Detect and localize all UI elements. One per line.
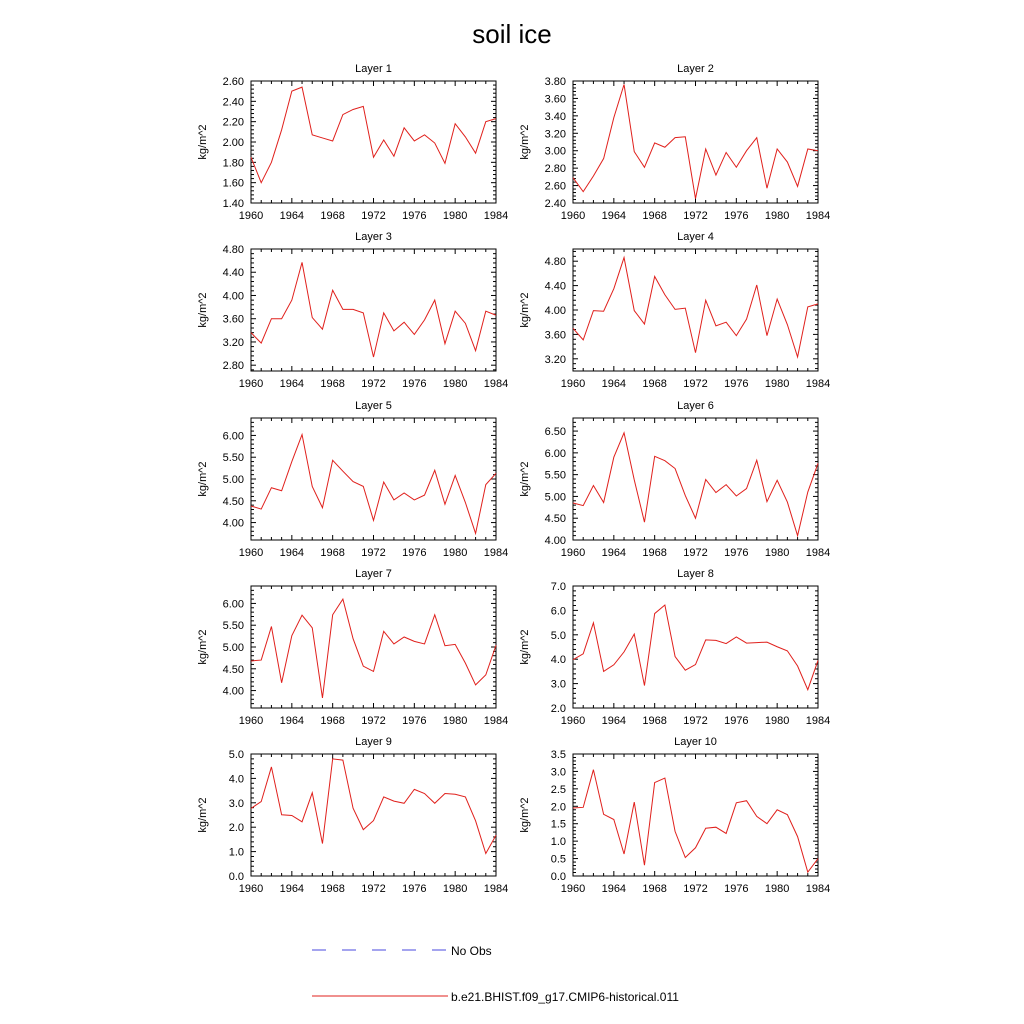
y-tick-label: 4.80	[222, 244, 244, 256]
chart-panel-3	[197, 231, 508, 390]
panel-title: Layer 7	[355, 568, 392, 580]
x-tick-label: 1964	[601, 883, 627, 895]
series-line	[573, 770, 818, 872]
y-tick-label: 3.20	[544, 353, 566, 366]
panel-title: Layer 9	[355, 736, 392, 748]
y-tick-label: 1.60	[222, 177, 244, 190]
y-tick-label: 4.00	[222, 517, 244, 530]
y-axis-label: kg/m^2	[519, 292, 531, 328]
x-tick-label: 1964	[279, 883, 305, 895]
y-tick-label: 3.0	[550, 678, 566, 691]
x-tick-label: 1984	[805, 378, 831, 390]
x-tick-label: 1980	[764, 883, 790, 895]
y-tick-label: 3.40	[544, 110, 566, 123]
chart-panel-4	[519, 231, 830, 390]
y-tick-label: 7.0	[550, 581, 566, 593]
y-tick-label: 4.40	[544, 280, 566, 293]
y-axis-label: kg/m^2	[197, 292, 209, 328]
panel-title: Layer 4	[677, 231, 714, 243]
y-tick-label: 3.60	[544, 329, 566, 342]
x-tick-label: 1960	[560, 715, 586, 727]
series-line	[573, 258, 818, 357]
x-tick-label: 1984	[483, 210, 509, 222]
x-tick-label: 1980	[764, 547, 790, 559]
y-axis-label: kg/m^2	[519, 797, 531, 833]
y-tick-label: 1.80	[222, 157, 244, 170]
x-tick-label: 1984	[483, 715, 509, 727]
x-tick-label: 1980	[442, 210, 468, 222]
plot-frame	[251, 249, 496, 371]
plot-frame	[573, 586, 818, 708]
series-line	[251, 435, 496, 534]
x-tick-label: 1960	[238, 715, 264, 727]
x-tick-label: 1960	[560, 547, 586, 559]
y-axis-label: kg/m^2	[519, 461, 531, 497]
x-tick-label: 1960	[238, 378, 264, 390]
panel-title: Layer 5	[355, 400, 392, 412]
y-tick-label: 4.00	[222, 685, 244, 698]
y-tick-label: 3.00	[544, 145, 566, 158]
y-axis-label: kg/m^2	[197, 461, 209, 497]
y-tick-label: 6.00	[222, 430, 244, 443]
y-tick-label: 5.0	[550, 629, 566, 642]
x-tick-label: 1976	[402, 210, 427, 222]
y-tick-label: 3.80	[544, 76, 566, 88]
x-tick-label: 1984	[805, 210, 831, 222]
series-line	[251, 262, 496, 357]
x-tick-label: 1960	[238, 547, 264, 559]
y-tick-label: 5.50	[544, 469, 566, 482]
x-tick-label: 1960	[560, 378, 586, 390]
y-axis-label: kg/m^2	[197, 797, 209, 833]
y-axis-label: kg/m^2	[197, 124, 209, 160]
chart-panel-7	[197, 568, 508, 727]
x-tick-label: 1976	[402, 378, 427, 390]
y-tick-label: 2.20	[222, 116, 244, 129]
y-tick-label: 2.80	[222, 360, 244, 373]
plot-frame	[251, 81, 496, 203]
series-line	[251, 599, 496, 698]
y-tick-label: 2.0	[550, 801, 566, 814]
legend-label-model: b.e21.BHIST.f09_g17.CMIP6-historical.011	[451, 990, 679, 1004]
y-tick-label: 4.00	[222, 290, 244, 303]
x-tick-label: 1972	[361, 715, 386, 727]
y-tick-label: 3.20	[544, 128, 566, 141]
x-tick-label: 1976	[724, 378, 749, 390]
y-tick-label: 4.50	[222, 495, 244, 508]
x-tick-label: 1980	[442, 715, 468, 727]
x-tick-label: 1972	[683, 378, 708, 390]
chart-panel-10	[519, 736, 830, 895]
y-tick-label: 3.60	[222, 313, 244, 326]
y-tick-label: 0.5	[550, 853, 566, 866]
x-tick-label: 1960	[560, 210, 586, 222]
series-line	[573, 433, 818, 536]
panel-title: Layer 1	[355, 63, 392, 75]
panel-title: Layer 8	[677, 568, 714, 580]
plot-frame	[573, 418, 818, 540]
series-line	[251, 759, 496, 854]
y-tick-label: 4.0	[550, 654, 566, 667]
y-tick-label: 0.0	[228, 871, 244, 883]
x-tick-label: 1960	[238, 883, 264, 895]
y-tick-label: 1.40	[222, 198, 244, 210]
y-tick-label: 2.60	[544, 180, 566, 193]
x-tick-label: 1964	[279, 378, 305, 390]
chart-panel-6	[519, 400, 830, 559]
y-tick-label: 4.50	[222, 663, 244, 676]
x-tick-label: 1980	[442, 883, 468, 895]
panels	[197, 63, 830, 895]
x-tick-label: 1968	[320, 547, 345, 559]
y-tick-label: 2.0	[550, 703, 566, 715]
y-tick-label: 4.00	[544, 535, 566, 547]
x-tick-label: 1976	[402, 715, 427, 727]
y-tick-label: 2.40	[544, 198, 566, 210]
y-tick-label: 5.00	[222, 474, 244, 486]
x-tick-label: 1984	[483, 378, 509, 390]
x-tick-label: 1976	[402, 547, 427, 559]
y-tick-label: 2.40	[222, 96, 244, 109]
y-tick-label: 2.00	[222, 137, 244, 149]
x-tick-label: 1972	[361, 378, 386, 390]
x-tick-label: 1960	[560, 883, 586, 895]
y-tick-label: 5.50	[222, 452, 244, 465]
chart-panel-8	[519, 568, 830, 727]
y-tick-label: 4.40	[222, 267, 244, 280]
y-tick-label: 5.00	[544, 491, 566, 504]
legend-label-no-obs: No Obs	[451, 944, 492, 958]
panel-title: Layer 3	[355, 231, 392, 243]
series-line	[251, 87, 496, 183]
chart-panel-1	[197, 63, 508, 222]
x-tick-label: 1984	[805, 547, 831, 559]
x-tick-label: 1968	[642, 547, 667, 559]
y-tick-label: 2.5	[550, 783, 566, 796]
x-tick-label: 1976	[724, 715, 749, 727]
y-tick-label: 5.0	[228, 749, 244, 761]
panel-title: Layer 6	[677, 400, 714, 412]
x-tick-label: 1968	[642, 210, 667, 222]
x-tick-label: 1968	[320, 715, 345, 727]
y-tick-label: 4.00	[544, 305, 566, 317]
y-tick-label: 3.60	[544, 93, 566, 106]
x-tick-label: 1980	[764, 210, 790, 222]
y-tick-label: 4.80	[544, 256, 566, 269]
x-tick-label: 1968	[320, 883, 345, 895]
x-tick-label: 1972	[361, 547, 386, 559]
y-tick-label: 6.00	[544, 447, 566, 460]
y-tick-label: 5.00	[222, 642, 244, 654]
x-tick-label: 1960	[238, 210, 264, 222]
y-tick-label: 6.0	[550, 605, 566, 618]
x-tick-label: 1984	[805, 715, 831, 727]
chart-panel-2	[519, 63, 830, 222]
y-tick-label: 0.0	[550, 871, 566, 883]
x-tick-label: 1980	[764, 378, 790, 390]
x-tick-label: 1976	[724, 883, 749, 895]
y-tick-label: 3.0	[550, 766, 566, 779]
x-tick-label: 1968	[320, 210, 345, 222]
x-tick-label: 1964	[601, 210, 627, 222]
x-tick-label: 1972	[683, 210, 708, 222]
plot-frame	[573, 81, 818, 203]
plot-frame	[573, 754, 818, 876]
x-tick-label: 1972	[683, 715, 708, 727]
x-tick-label: 1972	[683, 883, 708, 895]
x-tick-label: 1984	[805, 883, 831, 895]
x-tick-label: 1980	[442, 547, 468, 559]
y-tick-label: 4.50	[544, 513, 566, 526]
x-tick-label: 1964	[279, 547, 305, 559]
y-tick-label: 2.0	[228, 822, 244, 835]
y-tick-label: 1.0	[228, 846, 244, 859]
x-tick-label: 1968	[642, 883, 667, 895]
figure-title: soil ice	[472, 19, 552, 49]
chart-panel-5	[197, 400, 508, 559]
x-tick-label: 1972	[361, 210, 386, 222]
y-tick-label: 6.50	[544, 426, 566, 439]
x-tick-label: 1984	[483, 883, 509, 895]
x-tick-label: 1980	[442, 378, 468, 390]
x-tick-label: 1976	[724, 547, 749, 559]
y-tick-label: 5.50	[222, 620, 244, 633]
x-tick-label: 1964	[601, 715, 627, 727]
y-tick-label: 2.80	[544, 163, 566, 176]
y-axis-label: kg/m^2	[197, 629, 209, 665]
series-line	[573, 84, 818, 198]
panel-title: Layer 10	[674, 736, 717, 748]
series-line	[573, 605, 818, 690]
legend	[312, 944, 679, 1004]
x-tick-label: 1976	[724, 210, 749, 222]
y-axis-label: kg/m^2	[519, 629, 531, 665]
panel-title: Layer 2	[677, 63, 714, 75]
x-tick-label: 1976	[402, 883, 427, 895]
x-tick-label: 1964	[601, 378, 627, 390]
y-tick-label: 3.5	[550, 749, 566, 761]
y-tick-label: 3.20	[222, 336, 244, 349]
x-tick-label: 1980	[764, 715, 790, 727]
plot-frame	[251, 586, 496, 708]
y-tick-label: 2.60	[222, 76, 244, 88]
x-tick-label: 1984	[483, 547, 509, 559]
x-tick-label: 1968	[320, 378, 345, 390]
y-tick-label: 6.00	[222, 598, 244, 611]
x-tick-label: 1972	[683, 547, 708, 559]
x-tick-label: 1968	[642, 378, 667, 390]
x-tick-label: 1972	[361, 883, 386, 895]
x-tick-label: 1964	[279, 210, 305, 222]
x-tick-label: 1964	[279, 715, 305, 727]
x-tick-label: 1968	[642, 715, 667, 727]
y-tick-label: 1.5	[550, 818, 566, 831]
y-tick-label: 4.0	[228, 773, 244, 786]
y-tick-label: 3.0	[228, 797, 244, 810]
y-axis-label: kg/m^2	[519, 124, 531, 160]
y-tick-label: 1.0	[550, 836, 566, 849]
x-tick-label: 1964	[601, 547, 627, 559]
chart-panel-9	[197, 736, 508, 895]
